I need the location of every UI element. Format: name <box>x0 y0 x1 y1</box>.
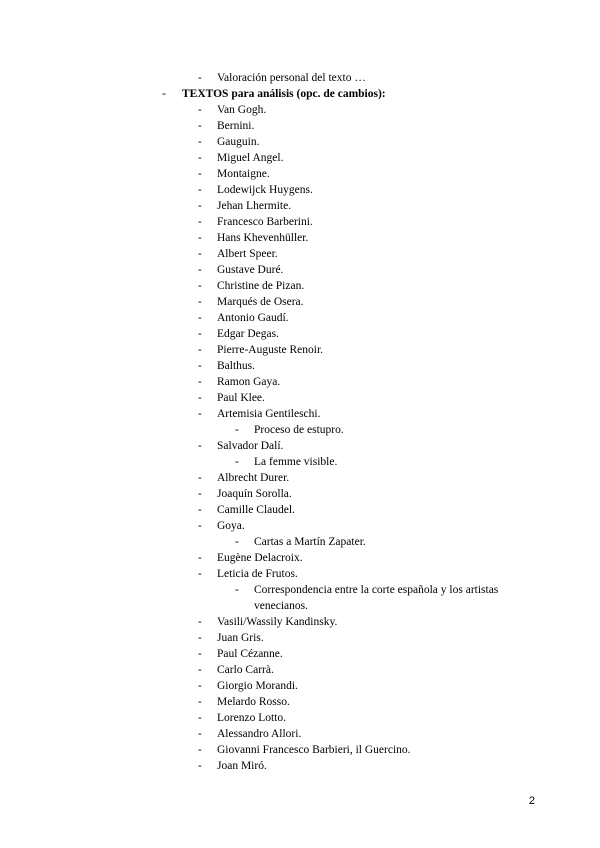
list-item <box>0 646 600 662</box>
sub-list-item <box>0 582 600 614</box>
list-item <box>0 358 600 374</box>
list-item-text: Marqués de Osera. <box>217 296 304 308</box>
list-item <box>0 518 600 534</box>
list-item <box>0 374 600 390</box>
list-item <box>0 326 600 342</box>
list-item <box>0 742 600 758</box>
bullet-dash: - <box>198 344 202 356</box>
list-item-text: Goya. <box>217 520 245 532</box>
bullet-dash: - <box>198 616 202 628</box>
bullet-dash: - <box>198 312 202 324</box>
list-item <box>0 214 600 230</box>
list-item <box>0 694 600 710</box>
list-item <box>0 262 600 278</box>
section-heading <box>0 86 600 102</box>
bullet-dash: - <box>198 680 202 692</box>
bullet-dash: - <box>198 120 202 132</box>
list-item-text: Correspondencia entre la corte española y los artistas venecianos. <box>254 584 499 612</box>
list-item-text: Albrecht Durer. <box>217 472 290 484</box>
list-item-text: Miguel Angel. <box>217 152 284 164</box>
bullet-dash: - <box>198 760 202 772</box>
list-item-text: Paul Cézanne. <box>217 648 283 660</box>
list-item <box>0 70 600 86</box>
bullet-dash: - <box>198 136 202 148</box>
bullet-dash: - <box>198 440 202 452</box>
list-item-text: Carlo Carrà. <box>217 664 274 676</box>
list-item <box>0 246 600 262</box>
list-item-text: Salvador Dalí. <box>217 440 284 452</box>
bullet-dash: - <box>198 728 202 740</box>
list-item-text: Hans Khevenhüller. <box>217 232 309 244</box>
list-item <box>0 198 600 214</box>
bullet-dash: - <box>198 184 202 196</box>
list-item <box>0 630 600 646</box>
list-item-text: Van Gogh. <box>217 104 267 116</box>
sub-list-item <box>0 534 600 550</box>
bullet-dash: - <box>235 536 239 548</box>
list-item <box>0 294 600 310</box>
list-item-text: Joaquín Sorolla. <box>217 488 292 500</box>
sub-list-item <box>0 454 600 470</box>
list-item <box>0 310 600 326</box>
list-item-text: Camille Claudel. <box>217 504 295 516</box>
bullet-dash: - <box>162 88 166 100</box>
list-item-text: Leticia de Frutos. <box>217 568 298 580</box>
list-item-text: Gustave Duré. <box>217 264 284 276</box>
list-item-text: Alessandro Allori. <box>217 728 302 740</box>
bullet-dash: - <box>198 152 202 164</box>
bullet-dash: - <box>198 408 202 420</box>
list-item <box>0 102 600 118</box>
list-item <box>0 566 600 582</box>
list-item <box>0 678 600 694</box>
list-item-text: Eugène Delacroix. <box>217 552 303 564</box>
list-item-text: Montaigne. <box>217 168 270 180</box>
list-item <box>0 502 600 518</box>
list-item-text: Pierre-Auguste Renoir. <box>217 344 324 356</box>
bullet-dash: - <box>198 744 202 756</box>
bullet-dash: - <box>198 280 202 292</box>
list-item <box>0 118 600 134</box>
bullet-dash: - <box>198 200 202 212</box>
list-item <box>0 470 600 486</box>
list-item <box>0 758 600 774</box>
list-item <box>0 342 600 358</box>
list-item-text: Jehan Lhermite. <box>217 200 292 212</box>
bullet-dash: - <box>198 104 202 116</box>
list-item-text: Francesco Barberini. <box>217 216 313 228</box>
bullet-dash: - <box>198 568 202 580</box>
bullet-dash: - <box>198 168 202 180</box>
list-item <box>0 726 600 742</box>
list-item-text: Lodewijck Huygens. <box>217 184 313 196</box>
outline-list <box>0 70 600 774</box>
list-item-text: Gauguin. <box>217 136 260 148</box>
bullet-dash: - <box>198 264 202 276</box>
list-item-text: Lorenzo Lotto. <box>217 712 286 724</box>
list-item <box>0 550 600 566</box>
list-item-text: Melardo Rosso. <box>217 696 290 708</box>
list-item-text: Artemisia Gentileschi. <box>217 408 321 420</box>
list-item-text: Antonio Gaudí. <box>217 312 289 324</box>
list-item <box>0 710 600 726</box>
list-item-text: Paul Klee. <box>217 392 265 404</box>
bullet-dash: - <box>198 552 202 564</box>
sub-list-item <box>0 422 600 438</box>
bullet-dash: - <box>198 520 202 532</box>
bullet-dash: - <box>198 232 202 244</box>
list-item <box>0 134 600 150</box>
bullet-dash: - <box>198 712 202 724</box>
bullet-dash: - <box>198 392 202 404</box>
bullet-dash: - <box>235 424 239 436</box>
list-item-text: La femme visible. <box>254 456 338 468</box>
list-item-text: Valoración personal del texto … <box>217 72 366 84</box>
bullet-dash: - <box>235 584 239 596</box>
bullet-dash: - <box>198 328 202 340</box>
bullet-dash: - <box>198 664 202 676</box>
list-item <box>0 662 600 678</box>
bullet-dash: - <box>198 472 202 484</box>
list-item <box>0 230 600 246</box>
bullet-dash: - <box>198 488 202 500</box>
list-item <box>0 438 600 454</box>
list-item-text: Albert Speer. <box>217 248 278 260</box>
list-item <box>0 614 600 630</box>
list-item-text: Joan Miró. <box>217 760 267 772</box>
bullet-dash: - <box>198 696 202 708</box>
list-item <box>0 182 600 198</box>
bullet-dash: - <box>198 248 202 260</box>
bullet-dash: - <box>198 216 202 228</box>
bullet-dash: - <box>198 376 202 388</box>
bullet-dash: - <box>198 360 202 372</box>
list-item-text: TEXTOS para análisis (opc. de cambios): <box>182 88 386 100</box>
list-item <box>0 166 600 182</box>
bullet-dash: - <box>198 72 202 84</box>
list-item-text: Bernini. <box>217 120 255 132</box>
bullet-dash: - <box>198 632 202 644</box>
list-item-text: Giorgio Morandi. <box>217 680 298 692</box>
list-item-text: Edgar Degas. <box>217 328 279 340</box>
list-item <box>0 406 600 422</box>
list-item <box>0 390 600 406</box>
list-item-text: Giovanni Francesco Barbieri, il Guercino. <box>217 744 411 756</box>
list-item <box>0 486 600 502</box>
list-item <box>0 278 600 294</box>
bullet-dash: - <box>198 648 202 660</box>
bullet-dash: - <box>198 296 202 308</box>
list-item-text: Ramon Gaya. <box>217 376 281 388</box>
bullet-dash: - <box>235 456 239 468</box>
list-item-text: Balthus. <box>217 360 256 372</box>
list-item-text: Proceso de estupro. <box>254 424 344 436</box>
list-item-text: Vasili/Wassily Kandinsky. <box>217 616 338 628</box>
bullet-dash: - <box>198 504 202 516</box>
page-number: 2 <box>528 795 535 807</box>
list-item-text: Christine de Pizan. <box>217 280 305 292</box>
list-item <box>0 150 600 166</box>
list-item-text: Juan Gris. <box>217 632 264 644</box>
list-item-text: Cartas a Martín Zapater. <box>254 536 366 548</box>
